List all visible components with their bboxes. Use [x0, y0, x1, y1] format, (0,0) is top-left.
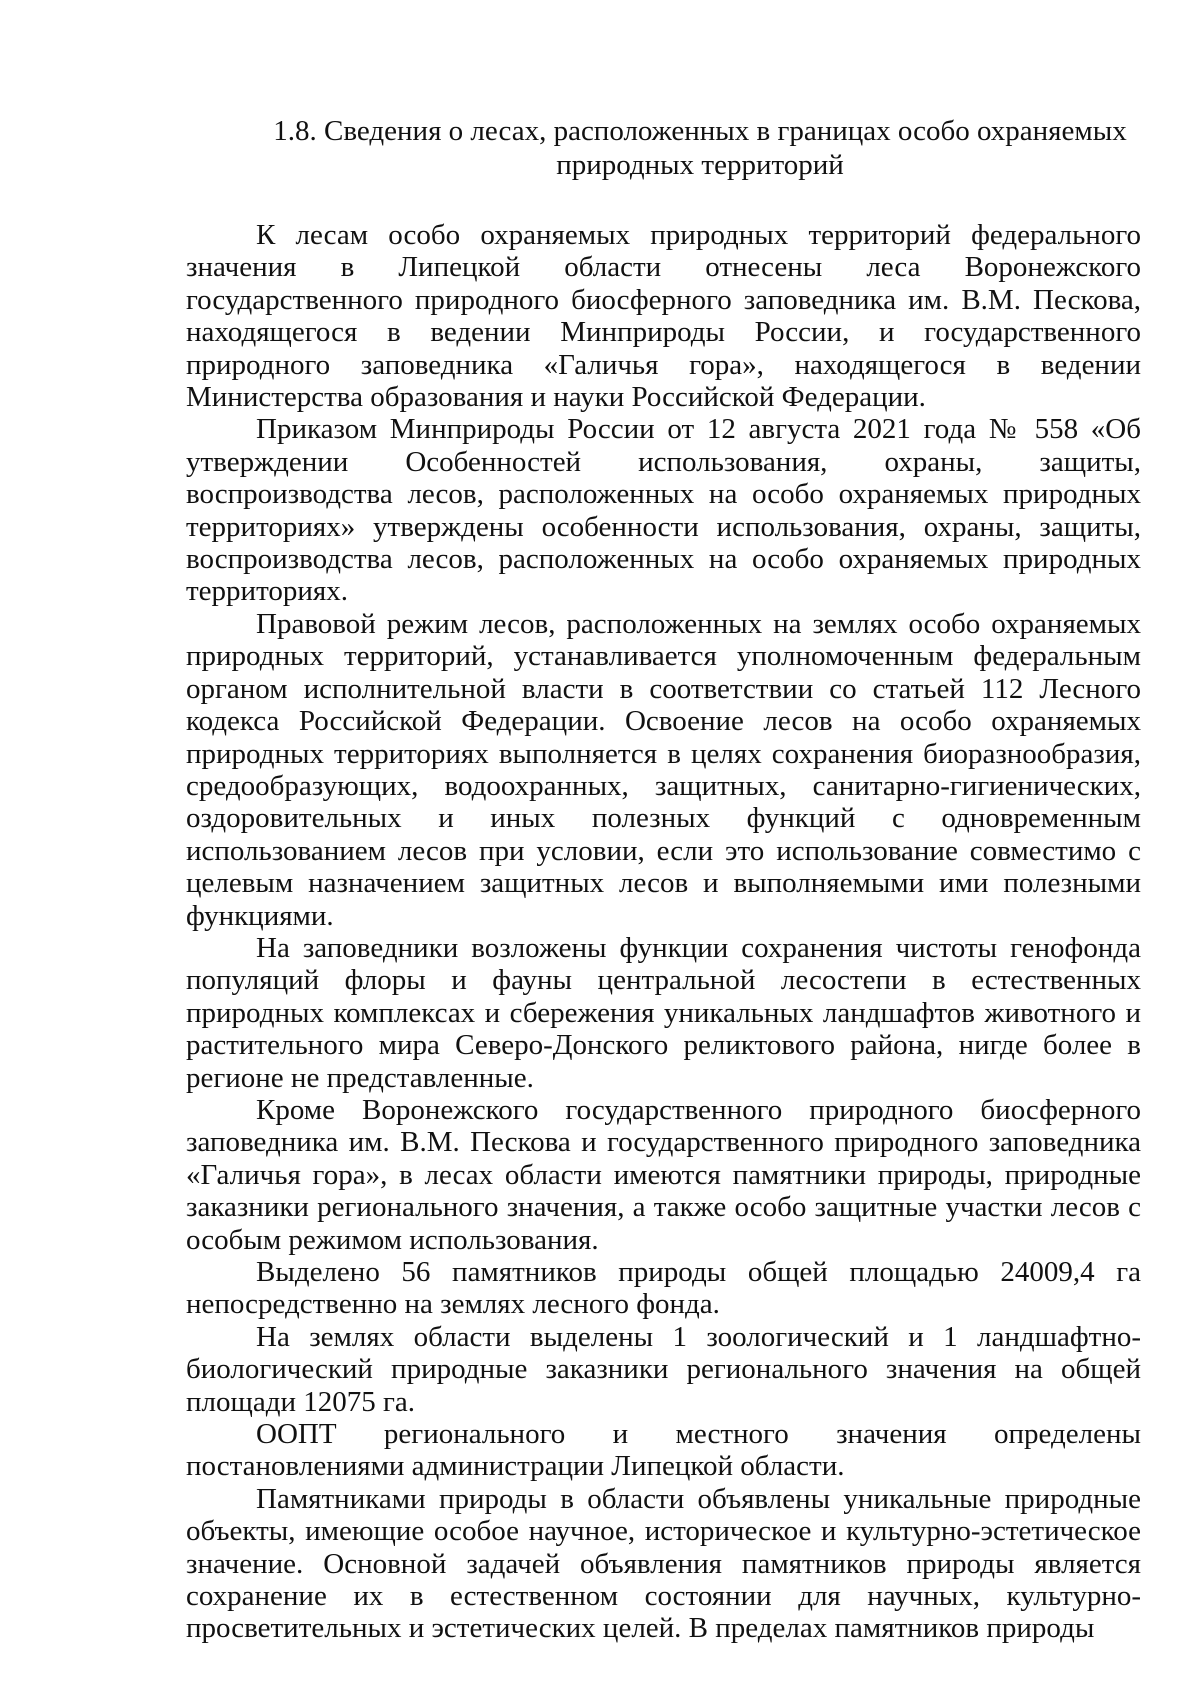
- paragraph-nature-monuments-count: Выделено 56 памятников природы общей площадью 24009,4 га непосредственно на землях лесного фонда.: [186, 1256, 1141, 1321]
- paragraph-ministry-order: Приказом Минприроды России от 12 августа 2021 года № 558 «Об утверждении Особенностей использования, охраны, защиты, воспроизводства лесов, расположенных на особо охраняемых природных территориях» утверждены особенности использования, охраны, защиты, воспроизводства лесов, расположенных на особо охраняемых природных территориях.: [186, 413, 1141, 608]
- paragraph-sanctuaries: На землях области выделены 1 зоологический и 1 ландшафтно-биологический природные заказники регионального значения на общей площади 12075 га.: [186, 1320, 1141, 1418]
- section-heading-line-2: природных территорий: [556, 149, 844, 181]
- paragraph-oopt-regulations: ООПТ регионального и местного значения определены постановлениями администрации Липецкой области.: [186, 1418, 1141, 1483]
- paragraph-reserve-functions: На заповедники возложены функции сохранения чистоты генофонда популяций флоры и фауны центральной лесостепи в естественных природных комплексах и сбережения уникальных ландшафтов животного и растительного мира Северо-Донского реликтового района, нигде более в регионе не представленные.: [186, 931, 1141, 1094]
- section-heading: [260, 114, 1140, 182]
- paragraph-nature-monuments-purpose: Памятниками природы в области объявлены уникальные природные объекты, имеющие особое научное, историческое и культурно-эстетическое значение. Основной задачей объявления памятников природы является сохранение их в естественном состоянии для научных, культурно-просветительных и эстетических целей. В пределах памятников природы: [186, 1482, 1141, 1645]
- paragraph-forests-federal-oopt: К лесам особо охраняемых природных территорий федерального значения в Липецкой области отнесены леса Воронежского государственного природного биосферного заповедника им. В.М. Пескова, находящегося в ведении Минприроды России, и государственного природного заповедника «Галичья гора», находящегося в ведении Министерства образования и науки Российской Федерации.: [186, 219, 1141, 414]
- body-text: [186, 219, 1141, 1645]
- section-heading-line-1: 1.8. Сведения о лесах, расположенных в границах особо охраняемых: [273, 115, 1127, 147]
- paragraph-legal-regime: Правовой режим лесов, расположенных на землях особо охраняемых природных территорий, устанавливается уполномоченным федеральным органом исполнительной власти в соответствии со статьей 112 Лесного кодекса Российской Федерации. Освоение лесов на особо охраняемых природных территориях выполняется в целях сохранения биоразнообразия, средообразующих, водоохранных, защитных, санитарно-гигиенических, оздоровительных и иных полезных функций с одновременным использованием лесов при условии, если это использование совместимо с целевым назначением защитных лесов и выполняемыми ими полезными функциями.: [186, 607, 1141, 932]
- paragraph-other-protected-objects: Кроме Воронежского государственного природного биосферного заповедника им. В.М. Пескова и государственного природного заповедника «Галичья гора», в лесах области имеются памятники природы, природные заказники регионального значения, а также особо защитные участки лесов с особым режимом использования.: [186, 1093, 1141, 1256]
